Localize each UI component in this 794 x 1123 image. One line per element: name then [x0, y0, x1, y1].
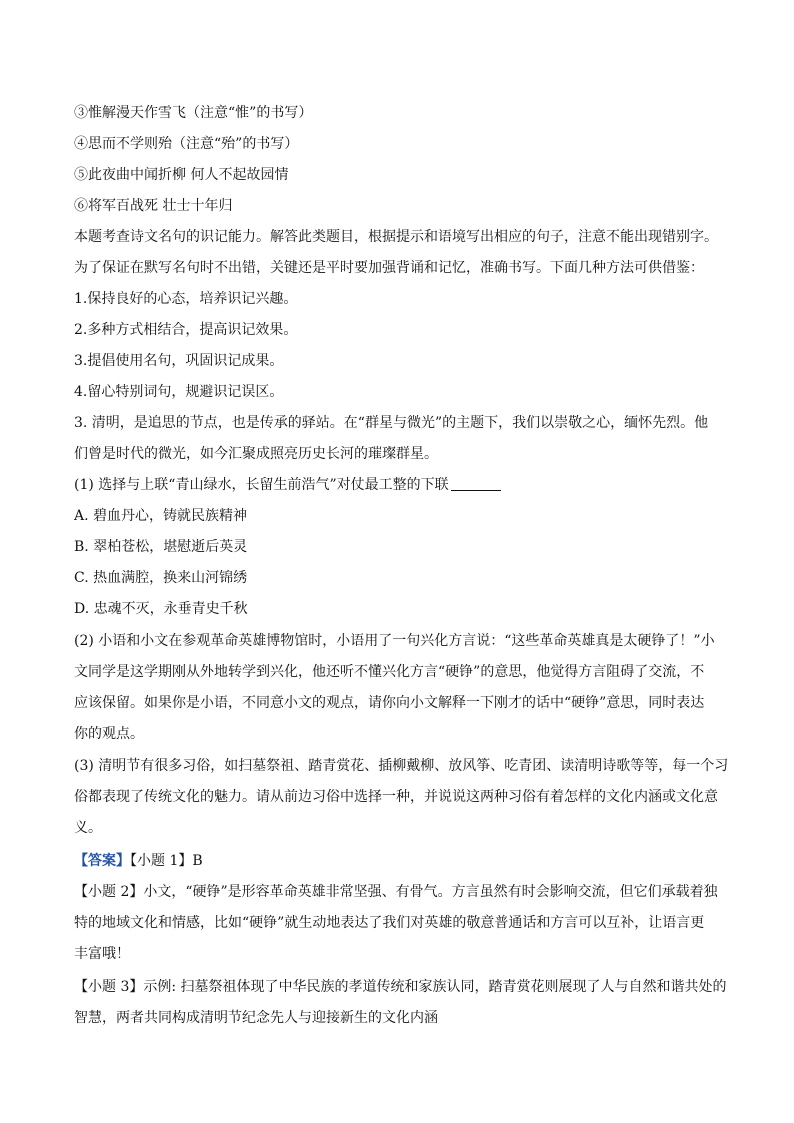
text-line: 本题考查诗文名句的识记能力。解答此类题目，根据提示和语境写出相应的句子，注意不能出现错别字。 — [74, 229, 718, 245]
text-line: ③惟解漫天作雪飞（注意“惟”的书写） — [74, 105, 313, 121]
sub-question-3: (3) 清明节有很多习俗，如扫墓祭祖、踏青赏花、插柳戴柳、放风筝、吃青团、读清明诗歌等等，每一个习 — [74, 758, 729, 774]
list-item: 4.留心特别词句，规避识记误区。 — [74, 384, 284, 400]
sub-question-2: (2) 小语和小文在参观革命英雄博物馆时，小语用了一句兴化方言说：“这些革命英雄真是太硬铮了！”小 — [74, 633, 715, 649]
sub-question-2: 文同学是这学期刚从外地转学到兴化，他还听不懂兴化方言“硬铮”的意思，他觉得方言阻碍了交流，不 — [74, 664, 705, 680]
answer-2: 丰富哦！ — [74, 946, 130, 962]
text-line: ⑤此夜曲中闻折柳 何人不起故园情 — [74, 167, 289, 183]
sub-question-2: 应该保留。如果你是小语，不同意小文的观点，请你向小文解释一下刚才的话中“硬铮”意思，同时表达 — [74, 695, 705, 711]
answer-3: 智慧，两者共同构成清明节纪念先人与迎接新生的文化内涵 — [74, 1010, 438, 1026]
answer-blank — [451, 476, 501, 491]
answer-2: 【小题 2】小文，“硬铮”是形容革命英雄非常坚强、有骨气。方言虽然有时会影响交流，但它们承载着独 — [74, 884, 718, 900]
sub-question-1 — [74, 473, 734, 497]
list-item: 2.多种方式相结合，提高识记效果。 — [74, 322, 298, 338]
question-text: 们曾是时代的微光，如今汇聚成照亮历史长河的璀璨群星。 — [74, 446, 438, 462]
option-c: C. 热血满腔，换来山河锦绣 — [74, 570, 248, 586]
answer-2: 特的地域文化和情感，比如“硬铮”就生动地表达了我们对英雄的敬意普通话和方言可以互补，让语言更 — [74, 915, 705, 931]
option-a: A. 碧血丹心，铸就民族精神 — [74, 508, 248, 524]
sub-question-3: 义。 — [74, 820, 102, 836]
sub-question-1-text: (1) 选择与上联“青山绿水，长留生前浩气”对仗最工整的下联 — [74, 477, 449, 493]
sub-question-2: 你的观点。 — [74, 726, 144, 742]
list-item: 3.提倡使用名句，巩固识记成果。 — [74, 353, 284, 369]
text-line: ④思而不学则殆（注意“殆”的书写） — [74, 136, 299, 152]
answer-1: 【小题 1】B — [130, 853, 203, 869]
text-line: 为了保证在默写名句时不出错，关键还是平时要加强背诵和记忆，准确书写。下面几种方法可供借鉴： — [74, 260, 704, 276]
sub-question-3: 俗都表现了传统文化的魅力。请从前边习俗中选择一种，并说说这两种习俗有着怎样的文化内涵或文化意 — [74, 789, 718, 805]
text-line: ⑥将军百战死 壮士十年归 — [74, 198, 233, 214]
option-d: D. 忠魂不灭，永垂青史千秋 — [74, 601, 248, 617]
option-b: B. 翠柏苍松，堪慰逝后英灵 — [74, 539, 248, 555]
question-text: 3. 清明，是追思的节点，也是传承的驿站。在“群星与微光”的主题下，我们以崇敬之心，缅怀先烈。他 — [74, 415, 709, 431]
list-item: 1.保持良好的心态，培养识记兴趣。 — [74, 291, 298, 307]
answer-3: 【小题 3】示例: 扫墓祭祖体现了中华民族的孝道传统和家族认同，踏青赏花则展现了人与自然和谐共处的 — [74, 979, 727, 995]
answer-line — [74, 849, 734, 873]
answer-label: 【答案】 — [74, 853, 130, 869]
